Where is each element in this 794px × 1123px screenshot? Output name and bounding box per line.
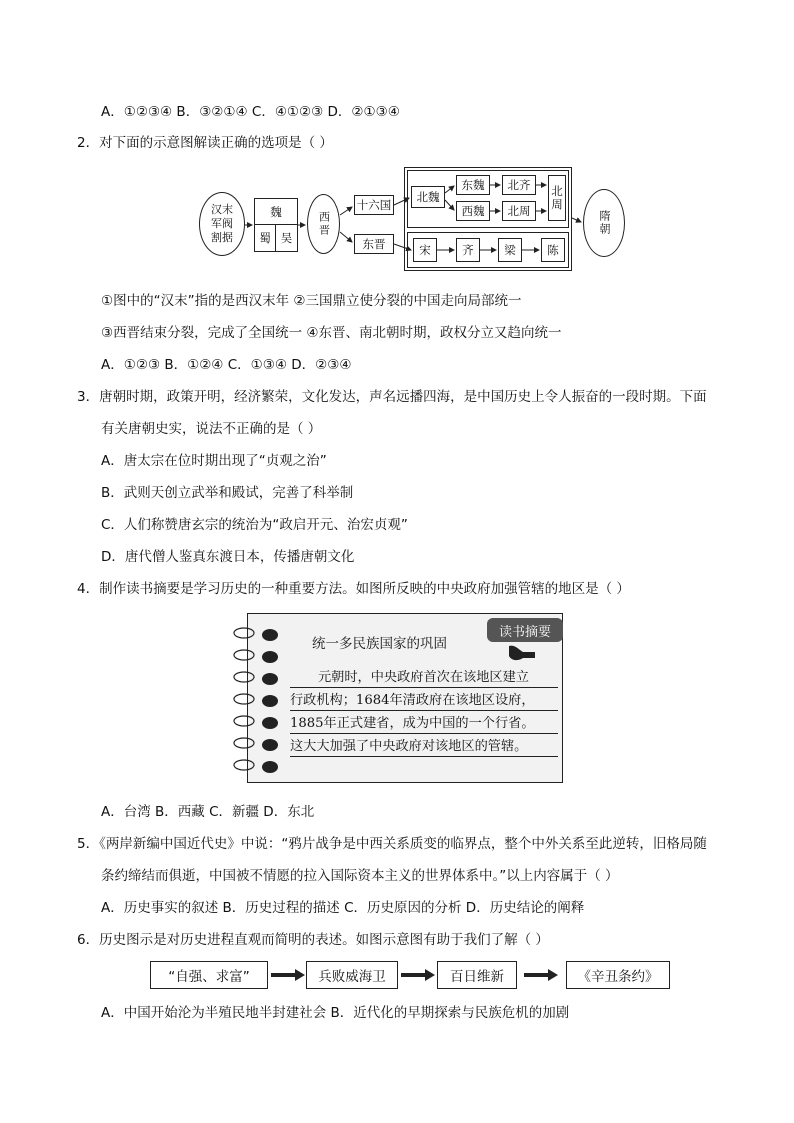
q2-statement-2: ③西晋结束分裂，完成了全国统一 ④东晋、南北朝时期，政权分立又趋向统一 <box>101 325 562 341</box>
card-line-2: 行政机构；1684年清政府在该地区设府， <box>290 692 558 711</box>
flow-step-1: “自强、求富” <box>150 961 268 989</box>
q5-stem-1: 5．《两岸新编中国近代史》中说：“鸦片战争是中西关系质变的临界点，整个中外关系至此逆转，旧格局随 <box>77 836 707 852</box>
diagram-liang: 梁 <box>498 238 522 262</box>
card-tag: 读书摘要 <box>487 618 563 642</box>
q6-options: A．中国开始沦为半殖民地半封建社会 B．近代化的早期探索与民族危机的加剧 <box>101 1005 570 1021</box>
flow-step-3: 百日维新 <box>437 961 517 989</box>
q2-statement-1: ①图中的“汉末”指的是西汉末年 ②三国鼎立使分裂的中国走向局部统一 <box>101 293 522 309</box>
card-title: 统一多民族国家的巩固 <box>312 636 447 652</box>
q3-option-a: A．唐太宗在位时期出现了“贞观之治” <box>101 453 327 469</box>
flow-arrow-icon <box>401 969 435 981</box>
flow-step-4: 《辛丑条约》 <box>566 961 670 989</box>
flow-arrow-icon <box>524 969 558 981</box>
start-line-1: 汉末 <box>211 203 233 216</box>
suichao-label: 隋朝 <box>598 210 611 236</box>
q4-stem: 4．制作读书摘要是学习历史的一种重要方法。如图所反映的中央政府加强管辖的地区是（ ） <box>77 581 630 597</box>
diagram-wu: 吴 <box>276 224 298 252</box>
diagram-qi: 齐 <box>456 238 480 262</box>
diagram-arrows <box>0 0 794 300</box>
pointing-hand-icon <box>505 642 539 666</box>
arrow-xijin-shiliuguo <box>340 207 352 215</box>
q2-options: A．①②③ B．①②④ C．①③④ D．②③④ <box>101 357 352 373</box>
diagram-wei: 魏 <box>254 198 298 224</box>
q3-option-c: C．人们称赞唐玄宗的统治为“政启开元、治宏贞观” <box>101 517 408 533</box>
arrow-beiwei-dongwei <box>445 186 454 193</box>
q2-stem: 2．对下面的示意图解读正确的选项是（ ） <box>77 135 333 151</box>
start-line-3: 割据 <box>211 231 233 244</box>
diagram-song: 宋 <box>413 238 437 262</box>
diagram-xiwei: 西魏 <box>456 201 490 221</box>
q5-stem-2: 条约缔结而俱逝，中国被不情愿的拉入国际资本主义的世界体系中。”以上内容属于（ ） <box>101 868 619 884</box>
diagram-shiliuguo: 十六国 <box>354 195 394 215</box>
card-line-1: 元朝时，中央政府首次在该地区建立 <box>290 669 558 688</box>
arrow-beiwei-xiwei <box>445 200 454 210</box>
q3-option-b: B．武则天创立武举和殿试，完善了科举制 <box>101 485 354 501</box>
card-line-3: 1885年正式建省，成为中国的一个行省。 <box>290 715 558 734</box>
q3-stem-2: 有关唐朝史实，说法不正确的是（ ） <box>101 421 322 437</box>
arrow-shiliuguo-beiwei <box>394 198 409 205</box>
flow-arrow-icon <box>271 969 305 981</box>
diagram-beiwei: 北魏 <box>411 186 445 208</box>
arrow-frame-sui <box>572 218 581 222</box>
diagram-shu: 蜀 <box>254 224 276 252</box>
diagram-dongwei: 东魏 <box>456 175 490 195</box>
arrow-xijin-dongjin <box>340 232 352 242</box>
q4-options: A．台湾 B．西藏 C．新疆 D．东北 <box>101 804 315 820</box>
card-line-4: 这大大加强了中央政府对该地区的管辖。 <box>290 738 558 757</box>
xijin-label: 西晋 <box>317 211 331 237</box>
diagram-beiqi: 北齐 <box>502 175 536 195</box>
q6-stem: 6．历史图示是对历史进程直观而简明的表述。如图示意图有助于我们了解（ ） <box>77 932 549 948</box>
beizhou-final-label: 北周 <box>550 184 564 212</box>
diagram-dongjin: 东晋 <box>354 234 394 254</box>
q1-options: A．①②③④ B．③②①④ C．④①②③ D．②①③④ <box>101 104 400 120</box>
flow-step-2: 兵败威海卫 <box>306 961 398 989</box>
diagram-chen: 陈 <box>541 238 565 262</box>
diagram-beizhou-west: 北周 <box>502 201 536 221</box>
notebook-rings <box>228 625 288 775</box>
arrow-dongjin-song <box>394 244 411 250</box>
q3-option-d: D．唐代僧人鉴真东渡日本，传播唐朝文化 <box>101 549 355 565</box>
start-line-2: 军阀 <box>211 217 233 230</box>
q3-stem-1: 3．唐朝时期，政策开明，经济繁荣，文化发达，声名远播四海，是中国历史上令人振奋的一段时期。下面 <box>77 389 707 405</box>
q5-options: A．历史事实的叙述 B．历史过程的描述 C．历史原因的分析 D．历史结论的阐释 <box>101 900 585 916</box>
